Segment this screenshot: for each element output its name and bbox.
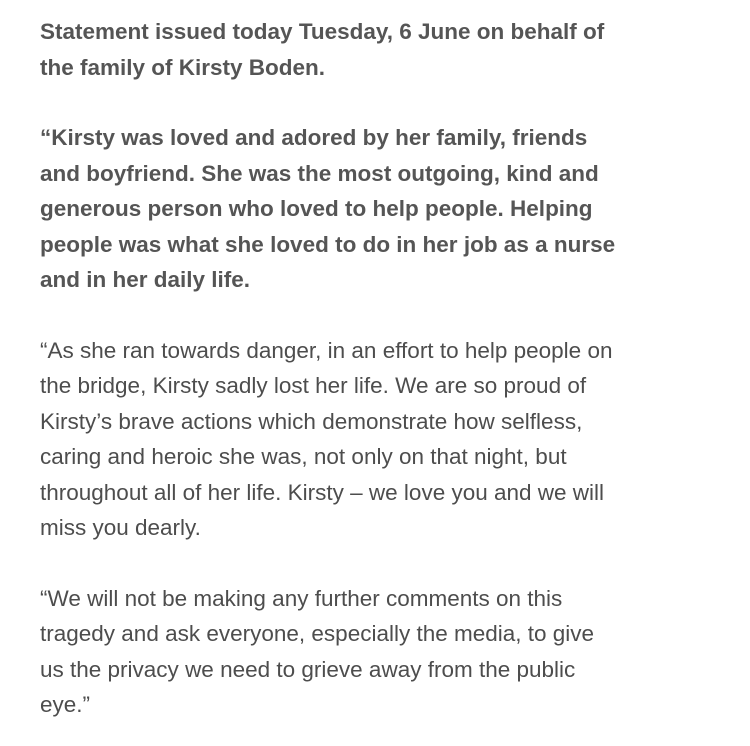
text-line: eye.” (40, 692, 91, 717)
text-line: “Kirsty was loved and adored by her family, friends (40, 125, 588, 150)
text-line: the bridge, Kirsty sadly lost her life. We are so proud of (40, 373, 587, 398)
statement-document (40, 14, 740, 723)
text-line: generous person who loved to help people. Helping (40, 196, 593, 221)
quote-paragraph-1 (40, 120, 740, 298)
text-line: “As she ran towards danger, in an effort to help people on (40, 337, 613, 363)
text-line: caring and heroic she was, not only on that night, but (40, 444, 567, 469)
text-line: Kirsty’s brave actions which demonstrate how selfless, (40, 408, 583, 434)
text-line: miss you dearly. (40, 515, 201, 540)
text-line: and boyfriend. She was the most outgoing, kind and (40, 160, 599, 186)
statement-heading (40, 14, 740, 85)
text-line: and in her daily life. (40, 267, 251, 292)
text-line: tragedy and ask everyone, especially the media, to give (40, 621, 595, 646)
text-line: “We will not be making any further comments on this (40, 585, 563, 611)
quote-paragraph-2 (40, 333, 740, 546)
quote-paragraph-3 (40, 581, 740, 723)
text-line: people was what she loved to do in her job as a nurse (40, 231, 616, 257)
text-line: the family of Kirsty Boden. (40, 54, 326, 80)
text-line: Statement issued today Tuesday, 6 June on behalf of (40, 19, 605, 44)
text-line: us the privacy we need to grieve away from the public (40, 656, 576, 682)
text-line: throughout all of her life. Kirsty – we love you and we will (40, 479, 605, 505)
